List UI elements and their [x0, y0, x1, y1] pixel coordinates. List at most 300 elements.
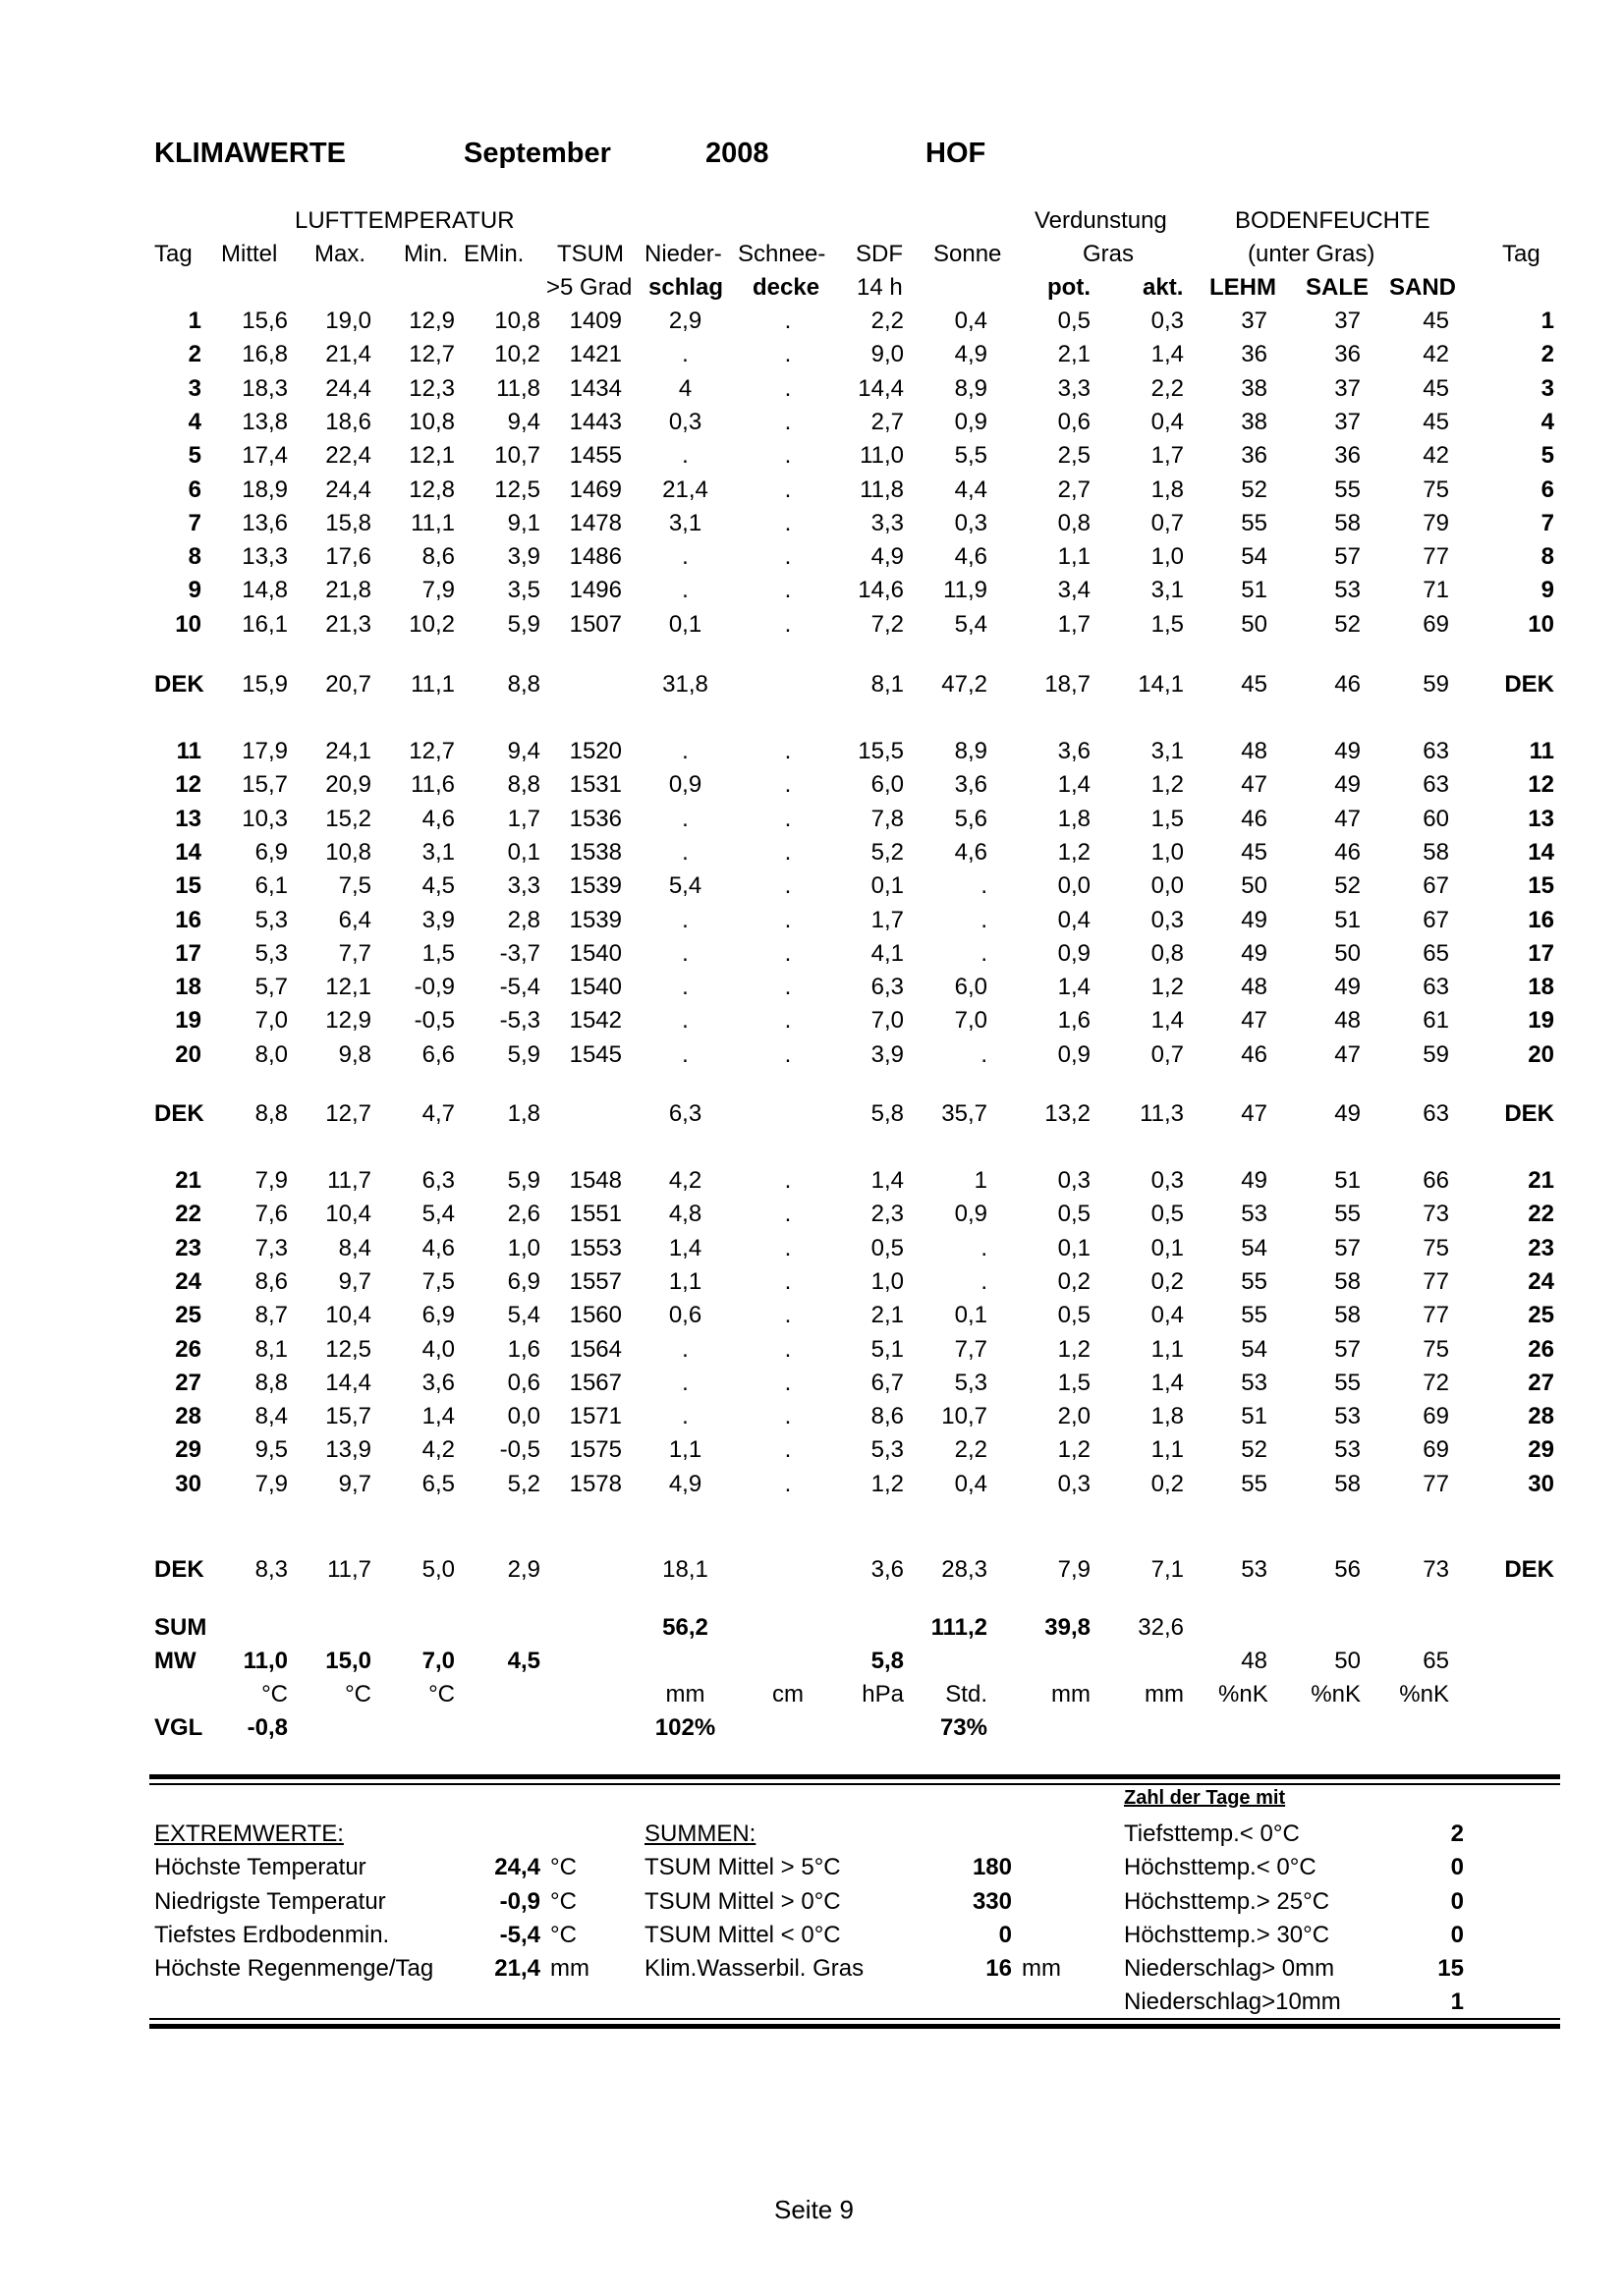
cell-tag-right: 16 — [1528, 906, 1554, 933]
summen-value: 330 — [972, 1888, 1012, 1915]
cell-sand: 79 — [1423, 509, 1449, 536]
cell-schneedecke: . — [784, 1040, 792, 1068]
cell-tag-right: 21 — [1528, 1167, 1554, 1194]
cell-min: 10,8 — [409, 408, 455, 435]
header-bodenfeuchte: BODENFEUCHTE — [1235, 207, 1430, 234]
cell-emin: 10,8 — [494, 308, 540, 334]
header-schnee-sub: decke — [753, 274, 820, 301]
cell-sdf: 9,0 — [870, 341, 904, 368]
cell-sdf: 1,2 — [870, 1470, 904, 1497]
cell-sonne: . — [980, 1267, 987, 1295]
cell-lehm: 53 — [1241, 1556, 1267, 1583]
cell-lehm: 52 — [1241, 1436, 1267, 1464]
cell-mittel: 15,6 — [242, 308, 288, 334]
cell-tag-right: 2 — [1540, 341, 1554, 368]
tage-label: Höchsttemp.< 0°C — [1124, 1854, 1316, 1880]
cell-schneedecke: . — [784, 509, 792, 536]
cell-tag-right: 5 — [1540, 442, 1554, 470]
cell-tag-right: 7 — [1540, 509, 1554, 536]
cell-sand: 42 — [1423, 442, 1449, 470]
cell-sonne: 6,0 — [954, 974, 987, 1001]
cell-tsum: 1434 — [569, 374, 622, 402]
cell-sand: 59 — [1423, 1040, 1449, 1068]
cell-schneedecke: . — [784, 838, 792, 866]
cell-emin: 1,8 — [507, 1100, 540, 1127]
cell-mittel: 15,9 — [242, 671, 288, 698]
cell-sonne: 28,3 — [941, 1556, 987, 1583]
cell-verd-pot: 3,3 — [1057, 374, 1091, 402]
cell-tag-right: 27 — [1528, 1369, 1554, 1396]
cell-sand: 69 — [1423, 1403, 1449, 1430]
cell-niederschlag: 56,2 — [662, 1614, 708, 1641]
cell-sale: 55 — [1334, 1201, 1361, 1228]
tage-label: Tiefsttemp.< 0°C — [1124, 1820, 1300, 1847]
cell-emin: 8,8 — [507, 771, 540, 799]
cell-mittel: 8,4 — [254, 1403, 288, 1430]
cell-verd-akt: 11,3 — [1140, 1100, 1184, 1127]
cell-mittel: 7,6 — [254, 1201, 288, 1228]
cell-lehm: 49 — [1241, 1167, 1267, 1194]
cell-max: 24,1 — [325, 738, 371, 764]
cell-sonne: 8,9 — [954, 738, 987, 764]
cell-sand: 69 — [1423, 1436, 1449, 1464]
cell-emin: 0,0 — [507, 1403, 540, 1430]
cell-tag-right: 18 — [1528, 974, 1554, 1001]
tage-value: 2 — [1450, 1820, 1464, 1847]
page-title: KLIMAWERTE — [154, 138, 346, 169]
cell-max: 15,7 — [325, 1403, 371, 1430]
header-emin: EMin. — [464, 241, 525, 267]
cell-max: °C — [345, 1681, 371, 1708]
cell-tsum: 1551 — [569, 1201, 622, 1228]
cell-tag-right: 17 — [1528, 939, 1554, 967]
cell-tag: DEK — [154, 1556, 204, 1583]
cell-sonne: 73% — [939, 1714, 987, 1741]
cell-tag: VGL — [154, 1714, 203, 1741]
cell-tag: 21 — [175, 1167, 201, 1194]
cell-tag: 11 — [176, 738, 201, 764]
cell-niederschlag: 21,4 — [662, 476, 708, 503]
cell-sdf: 6,7 — [870, 1369, 904, 1396]
cell-emin: 10,7 — [494, 442, 540, 470]
cell-emin: 6,9 — [507, 1267, 540, 1295]
cell-sonne: 10,7 — [941, 1403, 987, 1430]
cell-niederschlag: 4,2 — [668, 1167, 702, 1194]
cell-lehm: 48 — [1241, 738, 1267, 764]
cell-sand: 67 — [1423, 906, 1449, 933]
cell-verd-akt: 0,2 — [1150, 1267, 1184, 1295]
cell-tag-right: 28 — [1528, 1403, 1554, 1430]
cell-tag: 13 — [175, 805, 201, 832]
cell-tag-right: 22 — [1528, 1201, 1554, 1228]
cell-min: 3,1 — [421, 838, 455, 866]
cell-emin: 2,6 — [507, 1201, 540, 1228]
cell-sonne: 4,4 — [954, 476, 987, 503]
cell-niederschlag: 4,8 — [668, 1201, 702, 1228]
cell-verd-akt: 1,5 — [1150, 805, 1184, 832]
cell-sonne: 4,6 — [954, 838, 987, 866]
cell-schneedecke: . — [784, 1201, 792, 1228]
cell-sdf: 7,2 — [870, 610, 904, 638]
cell-verd-pot: 0,8 — [1057, 509, 1091, 536]
cell-mittel: -0,8 — [247, 1714, 288, 1741]
cell-schneedecke: . — [784, 577, 792, 604]
cell-verd-pot: 0,1 — [1057, 1234, 1091, 1261]
cell-tag-right: 9 — [1540, 577, 1554, 604]
cell-emin: 9,1 — [507, 509, 540, 536]
cell-tag: 22 — [175, 1201, 201, 1228]
cell-tsum: 1531 — [569, 771, 622, 799]
cell-schneedecke: . — [784, 374, 792, 402]
cell-min: 4,0 — [421, 1335, 455, 1363]
cell-max: 20,7 — [325, 671, 371, 698]
cell-tsum: 1455 — [569, 442, 622, 470]
cell-emin: 2,8 — [507, 906, 540, 933]
cell-tag-right: 8 — [1540, 543, 1554, 571]
cell-sand: 66 — [1423, 1167, 1449, 1194]
cell-mittel: 7,3 — [254, 1234, 288, 1261]
cell-tag: 14 — [175, 838, 201, 866]
cell-verd-akt: 1,0 — [1150, 543, 1184, 571]
cell-mittel: 11,0 — [243, 1648, 288, 1674]
cell-verd-pot: 0,5 — [1057, 1201, 1091, 1228]
cell-min: 3,6 — [421, 1369, 455, 1396]
cell-sonne: 5,6 — [954, 805, 987, 832]
cell-lehm: 55 — [1241, 509, 1267, 536]
tage-label: Höchsttemp.> 25°C — [1124, 1888, 1330, 1915]
cell-mittel: 17,9 — [242, 738, 288, 764]
cell-verd-pot: 2,7 — [1057, 476, 1091, 503]
cell-verd-akt: 0,8 — [1150, 939, 1184, 967]
cell-niederschlag: 2,9 — [668, 308, 702, 334]
header-sand: SAND — [1389, 274, 1457, 301]
cell-verd-pot: 0,3 — [1057, 1167, 1091, 1194]
cell-tag: 28 — [175, 1403, 201, 1430]
cell-schneedecke: . — [784, 939, 792, 967]
cell-sdf: 7,8 — [870, 805, 904, 832]
cell-niederschlag: . — [682, 543, 689, 571]
cell-verd-akt: 0,4 — [1150, 408, 1184, 435]
cell-verd-pot: 0,2 — [1057, 1267, 1091, 1295]
cell-tag: SUM — [154, 1614, 207, 1641]
cell-sale: 57 — [1334, 1234, 1361, 1261]
cell-emin: 8,8 — [507, 671, 540, 698]
cell-mittel: 18,3 — [242, 374, 288, 402]
cell-sdf: 14,4 — [858, 374, 904, 402]
extremwerte-unit: °C — [550, 1888, 577, 1915]
cell-min: 12,7 — [409, 738, 455, 764]
cell-tag: 2 — [188, 341, 201, 368]
cell-tsum: 1478 — [569, 509, 622, 536]
cell-verd-akt: 0,3 — [1150, 1167, 1184, 1194]
cell-sale: 58 — [1334, 1302, 1361, 1329]
cell-tsum: 1557 — [569, 1267, 622, 1295]
cell-max: 24,4 — [325, 374, 371, 402]
extremwerte-value: 21,4 — [494, 1955, 540, 1982]
cell-sale: 36 — [1334, 341, 1361, 368]
cell-min: 11,1 — [411, 671, 455, 698]
cell-tag: 30 — [175, 1470, 201, 1497]
tage-value: 0 — [1450, 1888, 1464, 1915]
cell-schneedecke: . — [784, 1007, 792, 1035]
cell-min: 12,8 — [409, 476, 455, 503]
cell-emin: 0,6 — [507, 1369, 540, 1396]
cell-sonne: 0,9 — [954, 1201, 987, 1228]
header-nieder-sub: schlag — [648, 274, 724, 301]
cell-tag: 19 — [175, 1007, 201, 1035]
cell-schneedecke: . — [784, 408, 792, 435]
cell-emin: -5,3 — [499, 1007, 540, 1035]
cell-tsum: 1575 — [569, 1436, 622, 1464]
cell-lehm: 54 — [1241, 1335, 1267, 1363]
cell-min: 4,6 — [421, 1234, 455, 1261]
cell-lehm: 46 — [1241, 1040, 1267, 1068]
cell-tag-right: 20 — [1528, 1040, 1554, 1068]
cell-verd-akt: 14,1 — [1138, 671, 1184, 698]
cell-verd-pot: 0,5 — [1057, 308, 1091, 334]
header-sdf: SDF — [856, 241, 903, 267]
cell-tag-right: 23 — [1528, 1234, 1554, 1261]
cell-sdf: 15,5 — [858, 738, 904, 764]
cell-schneedecke: . — [784, 1369, 792, 1396]
cell-max: 7,7 — [338, 939, 371, 967]
cell-sand: 69 — [1423, 610, 1449, 638]
cell-max: 6,4 — [338, 906, 371, 933]
header-lehm: LEHM — [1209, 274, 1276, 301]
cell-verd-pot: 1,2 — [1057, 1335, 1091, 1363]
extremwerte-value: -0,9 — [499, 1888, 540, 1915]
cell-niederschlag: . — [682, 1040, 689, 1068]
cell-niederschlag: 0,9 — [668, 771, 702, 799]
cell-tag: 7 — [188, 509, 201, 536]
cell-schneedecke: . — [784, 476, 792, 503]
cell-emin: -5,4 — [499, 974, 540, 1001]
cell-sand: 77 — [1423, 1302, 1449, 1329]
cell-sale: 49 — [1334, 771, 1361, 799]
cell-verd-pot: 39,8 — [1044, 1614, 1091, 1641]
cell-verd-akt: 1,2 — [1150, 974, 1184, 1001]
cell-sale: %nK — [1311, 1681, 1361, 1708]
cell-verd-akt: 3,1 — [1150, 577, 1184, 604]
cell-tag: 15 — [175, 872, 201, 900]
cell-sonne: 11,9 — [943, 577, 987, 604]
cell-sdf: 6,3 — [870, 974, 904, 1001]
cell-sdf: 3,3 — [870, 509, 904, 536]
summen-label: TSUM Mittel > 5°C — [644, 1854, 841, 1880]
cell-schneedecke: . — [784, 906, 792, 933]
cell-sonne: . — [980, 906, 987, 933]
header-max: Max. — [314, 241, 366, 267]
cell-tag-right: 12 — [1528, 771, 1554, 799]
cell-verd-pot: 0,0 — [1057, 872, 1091, 900]
header-min: Min. — [404, 241, 449, 267]
cell-sand: 67 — [1423, 872, 1449, 900]
cell-sale: 57 — [1334, 1335, 1361, 1363]
cell-min: 12,9 — [409, 308, 455, 334]
cell-sale: 58 — [1334, 509, 1361, 536]
cell-verd-pot: 3,4 — [1057, 577, 1091, 604]
cell-lehm: 48 — [1241, 974, 1267, 1001]
cell-sonne: Std. — [945, 1681, 987, 1708]
cell-lehm: 47 — [1241, 1007, 1267, 1035]
cell-min: 1,5 — [421, 939, 455, 967]
cell-min: 4,7 — [421, 1100, 455, 1127]
cell-tsum: 1540 — [569, 939, 622, 967]
cell-verd-akt: 7,1 — [1150, 1556, 1184, 1583]
cell-sonne: . — [980, 939, 987, 967]
cell-max: 12,1 — [325, 974, 371, 1001]
cell-sonne: 4,6 — [954, 543, 987, 571]
cell-verd-pot: 13,2 — [1044, 1100, 1091, 1127]
cell-tag: 17 — [175, 939, 201, 967]
extremwerte-label: Tiefstes Erdbodenmin. — [154, 1922, 390, 1948]
cell-verd-pot: 1,4 — [1057, 974, 1091, 1001]
cell-emin: 9,4 — [507, 738, 540, 764]
cell-lehm: %nK — [1218, 1681, 1268, 1708]
cell-mittel: 8,0 — [254, 1040, 288, 1068]
cell-tag: 10 — [175, 610, 201, 638]
cell-tag: 26 — [175, 1335, 201, 1363]
cell-niederschlag: . — [682, 577, 689, 604]
cell-tag-right: 19 — [1528, 1007, 1554, 1035]
cell-sdf: 0,1 — [870, 872, 904, 900]
cell-mittel: 13,8 — [242, 408, 288, 435]
cell-sonne: . — [980, 1234, 987, 1261]
cell-sale: 37 — [1334, 408, 1361, 435]
cell-sand: 65 — [1423, 1648, 1449, 1674]
cell-tag-right: 4 — [1540, 408, 1554, 435]
cell-verd-pot: 0,3 — [1057, 1470, 1091, 1497]
cell-sonne: 47,2 — [941, 671, 987, 698]
cell-lehm: 51 — [1241, 577, 1267, 604]
cell-tsum: 1571 — [569, 1403, 622, 1430]
cell-min: 12,1 — [409, 442, 455, 470]
cell-mittel: 16,8 — [242, 341, 288, 368]
cell-verd-pot: 2,1 — [1057, 341, 1091, 368]
cell-mittel: 8,8 — [254, 1369, 288, 1396]
cell-min: 11,1 — [411, 509, 455, 536]
cell-tag: 9 — [188, 577, 201, 604]
summen-label: TSUM Mittel > 0°C — [644, 1888, 841, 1915]
cell-tsum: 1564 — [569, 1335, 622, 1363]
cell-verd-akt: mm — [1145, 1681, 1184, 1708]
cell-lehm: 51 — [1241, 1403, 1267, 1430]
cell-sale: 36 — [1334, 442, 1361, 470]
cell-emin: -0,5 — [499, 1436, 540, 1464]
cell-niederschlag: 1,4 — [668, 1234, 702, 1261]
cell-sale: 47 — [1334, 805, 1361, 832]
cell-sonne: 0,9 — [954, 408, 987, 435]
station-label: HOF — [925, 138, 986, 169]
cell-tag: 20 — [175, 1040, 201, 1068]
cell-sand: 60 — [1423, 805, 1449, 832]
cell-mittel: 8,8 — [254, 1100, 288, 1127]
cell-verd-pot: 7,9 — [1057, 1556, 1091, 1583]
cell-verd-akt: 0,7 — [1150, 1040, 1184, 1068]
cell-sale: 56 — [1334, 1556, 1361, 1583]
cell-lehm: 49 — [1241, 939, 1267, 967]
cell-sand: 63 — [1423, 738, 1449, 764]
double-rule-top-thin — [149, 1783, 1560, 1785]
cell-max: 7,5 — [338, 872, 371, 900]
cell-sonne: 7,7 — [954, 1335, 987, 1363]
cell-niederschlag: 0,3 — [668, 408, 702, 435]
cell-tsum: 1539 — [569, 906, 622, 933]
cell-min: 5,0 — [421, 1556, 455, 1583]
cell-schneedecke: . — [784, 308, 792, 334]
cell-tsum: 1540 — [569, 974, 622, 1001]
cell-verd-akt: 1,4 — [1150, 341, 1184, 368]
cell-tag-right: 1 — [1540, 308, 1554, 334]
cell-max: 14,4 — [325, 1369, 371, 1396]
cell-emin: 3,5 — [507, 577, 540, 604]
double-rule-top — [149, 1774, 1560, 1779]
cell-niederschlag: 102% — [654, 1714, 716, 1741]
cell-sand: 63 — [1423, 974, 1449, 1001]
cell-niederschlag: . — [682, 838, 689, 866]
cell-sand: 75 — [1423, 1234, 1449, 1261]
cell-sand: 77 — [1423, 543, 1449, 571]
cell-mittel: 6,9 — [254, 838, 288, 866]
cell-verd-pot: 0,4 — [1057, 906, 1091, 933]
cell-sale: 52 — [1334, 610, 1361, 638]
cell-verd-akt: 32,6 — [1138, 1614, 1184, 1641]
cell-verd-pot: 0,6 — [1057, 408, 1091, 435]
cell-verd-akt: 1,1 — [1150, 1436, 1184, 1464]
cell-mittel: 8,3 — [254, 1556, 288, 1583]
cell-niederschlag: . — [682, 939, 689, 967]
cell-sand: 71 — [1423, 577, 1449, 604]
cell-sonne: 0,3 — [954, 509, 987, 536]
cell-mittel: °C — [261, 1681, 288, 1708]
cell-emin: 5,9 — [507, 610, 540, 638]
cell-tsum: 1486 — [569, 543, 622, 571]
cell-lehm: 38 — [1241, 374, 1267, 402]
cell-max: 15,0 — [325, 1648, 371, 1674]
cell-tsum: 1421 — [569, 341, 622, 368]
cell-verd-pot: 3,6 — [1057, 738, 1091, 764]
cell-sale: 37 — [1334, 374, 1361, 402]
tage-label: Höchsttemp.> 30°C — [1124, 1922, 1330, 1948]
cell-sale: 51 — [1334, 906, 1361, 933]
cell-emin: 3,9 — [507, 543, 540, 571]
cell-verd-pot: 18,7 — [1044, 671, 1091, 698]
tage-label: Niederschlag>10mm — [1124, 1988, 1341, 2015]
cell-niederschlag: 1,1 — [668, 1436, 702, 1464]
cell-sonne: 5,3 — [954, 1369, 987, 1396]
cell-verd-akt: 1,7 — [1150, 442, 1184, 470]
cell-verd-akt: 0,7 — [1150, 509, 1184, 536]
cell-lehm: 53 — [1241, 1369, 1267, 1396]
cell-verd-akt: 0,2 — [1150, 1470, 1184, 1497]
cell-mittel: 8,7 — [254, 1302, 288, 1329]
cell-verd-akt: 1,8 — [1150, 476, 1184, 503]
extremwerte-heading: EXTREMWERTE: — [154, 1820, 344, 1847]
header-lufttemperatur: LUFTTEMPERATUR — [295, 207, 515, 234]
cell-min: 1,4 — [421, 1403, 455, 1430]
cell-schneedecke: . — [784, 1234, 792, 1261]
cell-emin: 3,3 — [507, 872, 540, 900]
cell-mittel: 15,7 — [242, 771, 288, 799]
cell-sonne: 4,9 — [954, 341, 987, 368]
cell-verd-akt: 2,2 — [1150, 374, 1184, 402]
cell-max: 10,4 — [325, 1201, 371, 1228]
cell-sonne: 35,7 — [941, 1100, 987, 1127]
cell-max: 13,9 — [325, 1436, 371, 1464]
cell-tag: 3 — [188, 374, 201, 402]
cell-schneedecke: . — [784, 771, 792, 799]
cell-mittel: 16,1 — [242, 610, 288, 638]
